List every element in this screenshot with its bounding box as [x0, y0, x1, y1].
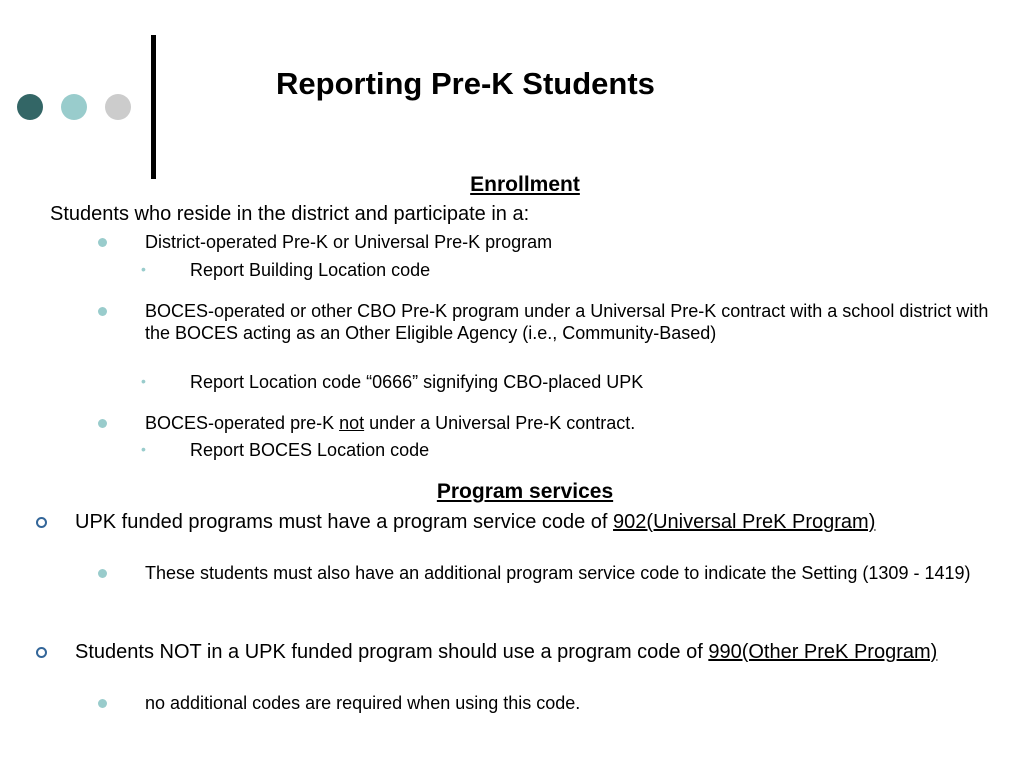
enrollment-item-1	[145, 231, 1005, 253]
program-item-2-code: 990(Other PreK Program)	[708, 641, 938, 663]
enrollment-item-2	[145, 300, 1010, 344]
enrollment-item-3-text-before: BOCES-operated pre-K	[145, 413, 340, 433]
slide-title: Reporting Pre-K Students	[276, 66, 655, 101]
enrollment-intro: Students who reside in the district and participate in a:	[50, 203, 530, 225]
bullet-dot-icon	[98, 569, 107, 578]
enrollment-item-3-sub-text: Report BOCES Location code	[190, 440, 430, 460]
decorative-dot-dark	[17, 94, 43, 120]
bullet-dot-icon	[98, 419, 107, 428]
bullet-dot-icon	[98, 307, 107, 316]
enrollment-item-1-sub-text: Report Building Location code	[190, 260, 431, 280]
program-item-1-sub-text: These students must also have an additional program service code to indicate the Setting (1309 - 1419)	[145, 563, 971, 583]
sub-bullet-icon: •	[141, 261, 146, 277]
program-item-1-code: 902(Universal PreK Program)	[613, 511, 876, 533]
decorative-dot-gray	[105, 94, 131, 120]
enrollment-item-3-text-after: under a Universal Pre-K contract.	[364, 413, 636, 433]
program-item-2-sub	[145, 692, 1005, 714]
program-item-2-sub-text: no additional codes are required when using this code.	[145, 693, 581, 713]
ring-bullet-icon	[36, 647, 47, 658]
program-services-heading: Program services	[436, 480, 614, 503]
sub-bullet-icon: •	[141, 441, 146, 457]
enrollment-item-3-sub	[141, 439, 430, 461]
enrollment-heading: Enrollment	[470, 173, 580, 196]
program-item-2-text: Students NOT in a UPK funded program should use a program code of	[75, 641, 709, 663]
sub-bullet-icon: •	[141, 373, 146, 389]
program-item-1-sub	[145, 562, 1005, 584]
enrollment-item-3	[145, 412, 1005, 434]
program-item-1-text: UPK funded programs must have a program service code of	[75, 511, 614, 533]
enrollment-item-3-text-underlined: not	[339, 413, 365, 433]
bullet-dot-icon	[98, 699, 107, 708]
bullet-dot-icon	[98, 238, 107, 247]
enrollment-item-2-sub-text: Report Location code “0666” signifying CBO-placed UPK	[190, 372, 644, 392]
program-item-2	[75, 640, 1020, 664]
enrollment-item-1-sub	[141, 259, 431, 281]
enrollment-item-2-text: BOCES-operated or other CBO Pre-K program under a Universal Pre-K contract with a school district with the BOCES acting as an Other Eligible Agency (i.e., Community-Based)	[145, 301, 989, 343]
enrollment-item-1-text: District-operated Pre-K or Universal Pre-K program	[145, 232, 553, 252]
title-divider-bar	[151, 35, 156, 179]
program-item-1	[75, 510, 955, 534]
ring-bullet-icon	[36, 517, 47, 528]
enrollment-item-2-sub	[141, 371, 644, 393]
decorative-dot-teal	[61, 94, 87, 120]
